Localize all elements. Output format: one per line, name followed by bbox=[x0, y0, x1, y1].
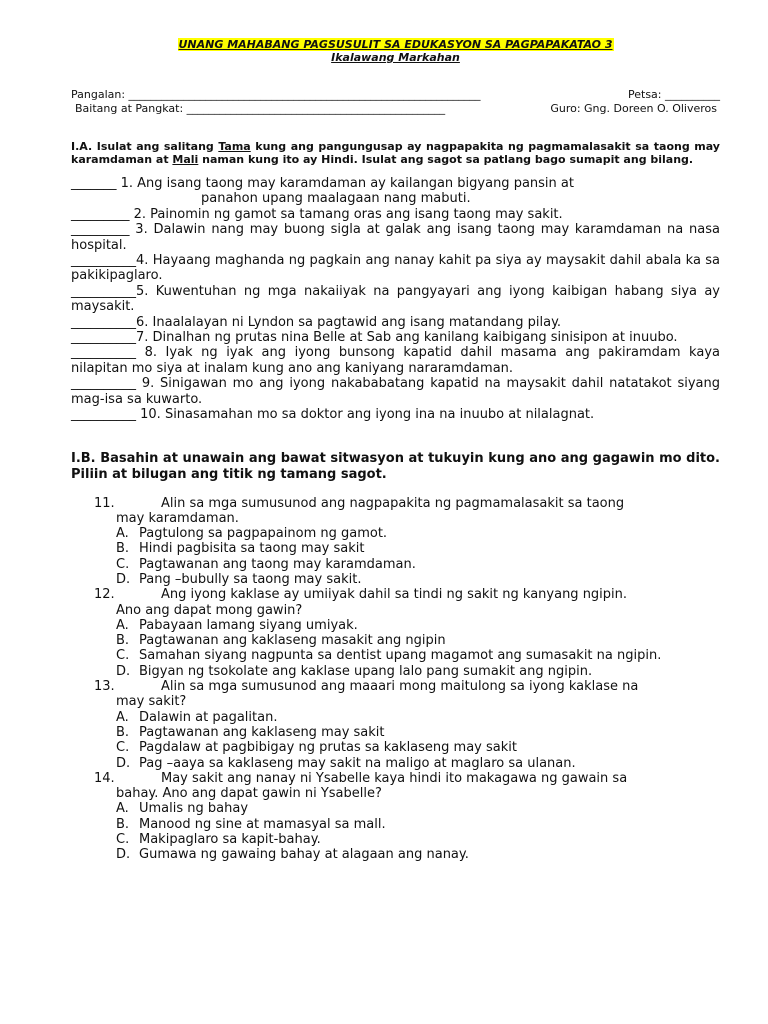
option-letter: B. bbox=[116, 633, 130, 649]
option-text: Umalis ng bahay bbox=[139, 801, 249, 817]
option-letter: D. bbox=[116, 663, 131, 679]
option-letter: B. bbox=[116, 541, 130, 557]
option-letter: A. bbox=[116, 709, 129, 725]
question-stem: May sakit ang nanay ni Ysabelle kaya hindi ito makagawa ng gawain sa bbox=[161, 770, 628, 786]
option-letter: B. bbox=[116, 816, 130, 832]
instruction-text: kung ang pangungusap ay nagpapakita ng pagmamalasakit sa taong may karamdaman at bbox=[71, 140, 720, 166]
option-13-b[interactable] bbox=[71, 725, 720, 740]
option-letter: A. bbox=[116, 617, 129, 633]
grade-section-field[interactable]: Baitang at Pangkat: _______________________________________________ bbox=[75, 102, 446, 115]
true-false-item-4[interactable]: __________4. Hayaang maghanda ng pagkain ang nanay kahit pa siya ay maysakit dahil abala ka sa pakikipaglaro. bbox=[71, 253, 720, 284]
option-letter: A. bbox=[116, 801, 129, 817]
option-text: Pagtawanan ang kaklaseng masakit ang ngipin bbox=[139, 633, 446, 649]
keyword-mali: Mali bbox=[172, 153, 199, 166]
section-b-questions bbox=[71, 496, 720, 863]
question-stem-continued: bahay. Ano ang dapat gawin ni Ysabelle? bbox=[116, 786, 382, 802]
section-b-heading: I.B. Basahin at unawain ang bawat sitwasyon at tukuyin kung ano ang gagawin mo dito. Piliin at bilugan ang titik ng tamang sagot. bbox=[71, 450, 720, 482]
item-text: _______ 1. Ang isang taong may karamdaman ay kailangan bigyang pansin at bbox=[71, 176, 574, 191]
option-11-a[interactable] bbox=[71, 526, 720, 541]
question-stem-continued: may sakit? bbox=[116, 694, 187, 710]
question-stem: Alin sa mga sumusunod ang nagpapakita ng pagmamalasakit sa taong bbox=[161, 495, 625, 511]
option-14-c[interactable] bbox=[71, 832, 720, 847]
option-text: Pagdalaw at pagbibigay ng prutas sa kaklaseng may sakit bbox=[139, 740, 517, 756]
option-letter: D. bbox=[116, 571, 131, 587]
question-number: 11. bbox=[94, 495, 115, 511]
exam-title-text: UNANG MAHABANG PAGSUSULIT SA EDUKASYON SA PAGPAPAKATAO 3 bbox=[178, 38, 613, 51]
option-12-b[interactable] bbox=[71, 633, 720, 648]
question-stem-continued: may karamdaman. bbox=[116, 510, 239, 526]
question-13 bbox=[71, 679, 720, 710]
option-text: Pagtulong sa pagpapainom ng gamot. bbox=[139, 526, 388, 542]
option-text: Pabayaan lamang siyang umiyak. bbox=[139, 617, 358, 633]
question-text bbox=[116, 679, 720, 710]
true-false-item-6[interactable]: __________6. Inaalalayan ni Lyndon sa pagtawid ang isang matandang pilay. bbox=[71, 314, 562, 330]
instruction-text: naman kung ito ay Hindi. Isulat ang sagot sa patlang bago sumapit ang bilang. bbox=[198, 153, 694, 166]
option-13-a[interactable] bbox=[71, 710, 720, 725]
item-text-continued: panahon upang maalagaan nang mabuti. bbox=[201, 191, 471, 207]
question-number: 13. bbox=[94, 679, 115, 695]
option-11-d[interactable] bbox=[71, 572, 720, 587]
option-letter: C. bbox=[116, 740, 130, 756]
question-text bbox=[116, 587, 720, 618]
option-11-c[interactable] bbox=[71, 557, 720, 572]
class-info-row bbox=[71, 102, 720, 116]
option-letter: B. bbox=[116, 724, 130, 740]
option-text: Makipaglaro sa kapit-bahay. bbox=[139, 832, 321, 848]
keyword-tama: Tama bbox=[218, 140, 251, 153]
option-14-d[interactable] bbox=[71, 847, 720, 862]
student-info-row bbox=[71, 88, 720, 102]
date-field[interactable]: Petsa: __________ bbox=[628, 88, 720, 101]
question-stem: Ang iyong kaklase ay umiiyak dahil sa tindi ng sakit ng kanyang ngipin. bbox=[161, 587, 628, 603]
true-false-item-2[interactable]: _________ 2. Painomin ng gamot sa tamang oras ang isang taong may sakit. bbox=[71, 206, 563, 222]
option-letter: D. bbox=[116, 755, 131, 771]
option-12-d[interactable] bbox=[71, 664, 720, 679]
true-false-item-3[interactable]: _________ 3. Dalawin nang may buong sigla at galak ang isang taong may karamdaman na nasa hospital. bbox=[71, 222, 720, 253]
question-11 bbox=[71, 496, 720, 527]
option-text: Pagtawanan ang kaklaseng may sakit bbox=[139, 724, 385, 740]
name-field[interactable]: Pangalan: ________________________________________________________________ bbox=[71, 88, 481, 101]
option-13-d[interactable] bbox=[71, 756, 720, 771]
question-text bbox=[116, 495, 720, 527]
option-text: Hindi pagbisita sa taong may sakit bbox=[139, 541, 365, 557]
true-false-item-10[interactable]: __________ 10. Sinasamahan mo sa doktor ang iyong ina na inuubo at nilalagnat. bbox=[71, 407, 595, 423]
question-number: 12. bbox=[94, 587, 115, 603]
question-stem-continued: Ano ang dapat mong gawin? bbox=[116, 602, 303, 618]
option-text: Samahan siyang nagpunta sa dentist upang magamot ang sumasakit na ngipin. bbox=[139, 648, 662, 664]
option-text: Manood ng sine at mamasyal sa mall. bbox=[139, 816, 386, 832]
option-text: Pagtawanan ang taong may karamdaman. bbox=[139, 556, 416, 572]
question-text bbox=[116, 770, 720, 802]
instruction-text: I.A. Isulat ang salitang bbox=[71, 140, 219, 153]
option-text: Pang –bubully sa taong may sakit. bbox=[139, 571, 362, 587]
option-text: Bigyan ng tsokolate ang kaklase upang lalo pang sumakit ang ngipin. bbox=[139, 663, 593, 679]
option-14-a[interactable] bbox=[71, 801, 720, 816]
true-false-item-8[interactable]: __________ 8. Iyak ng iyak ang iyong bunsong kapatid dahil masama ang pakiramdam kaya nilapitan mo siya at inalam kung ano ang kaniyang nararamdaman. bbox=[71, 345, 720, 376]
option-letter: A. bbox=[116, 526, 129, 542]
question-14 bbox=[71, 771, 720, 802]
option-12-a[interactable] bbox=[71, 618, 720, 633]
question-number: 14. bbox=[94, 770, 115, 786]
true-false-item-5[interactable]: __________5. Kuwentuhan ng mga nakaiiyak na pangyayari ang iyong kaibigan habang siya ay maysakit. bbox=[71, 283, 720, 315]
true-false-item-1[interactable] bbox=[71, 176, 720, 207]
option-14-b[interactable] bbox=[71, 817, 720, 832]
teacher-name: Guro: Gng. Doreen O. Oliveros bbox=[550, 102, 717, 115]
section-a-instructions bbox=[71, 140, 720, 166]
option-letter: C. bbox=[116, 556, 130, 572]
question-stem: Alin sa mga sumusunod ang maaari mong maitulong sa iyong kaklase na bbox=[161, 679, 639, 695]
option-12-c[interactable] bbox=[71, 648, 720, 663]
option-text: Dalawin at pagalitan. bbox=[139, 709, 278, 725]
option-letter: C. bbox=[116, 832, 130, 848]
true-false-item-7[interactable]: __________7. Dinalhan ng prutas nina Belle at Sab ang kanilang kaibigang sinisipon at inuubo. bbox=[71, 330, 678, 346]
question-12 bbox=[71, 587, 720, 618]
exam-title bbox=[71, 38, 720, 51]
section-a-items bbox=[71, 176, 720, 423]
option-text: Pag –aaya sa kaklaseng may sakit na maligo at maglaro sa ulanan. bbox=[139, 755, 576, 771]
true-false-item-9[interactable]: __________ 9. Sinigawan mo ang iyong nakababatang kapatid na maysakit dahil natatakot siyang mag-isa sa kuwarto. bbox=[71, 376, 720, 407]
option-letter: D. bbox=[116, 847, 131, 863]
option-letter: C. bbox=[116, 648, 130, 664]
exam-subtitle: Ikalawang Markahan bbox=[331, 51, 460, 64]
option-11-b[interactable] bbox=[71, 541, 720, 556]
option-13-c[interactable] bbox=[71, 740, 720, 755]
option-text: Gumawa ng gawaing bahay at alagaan ang nanay. bbox=[139, 847, 469, 863]
